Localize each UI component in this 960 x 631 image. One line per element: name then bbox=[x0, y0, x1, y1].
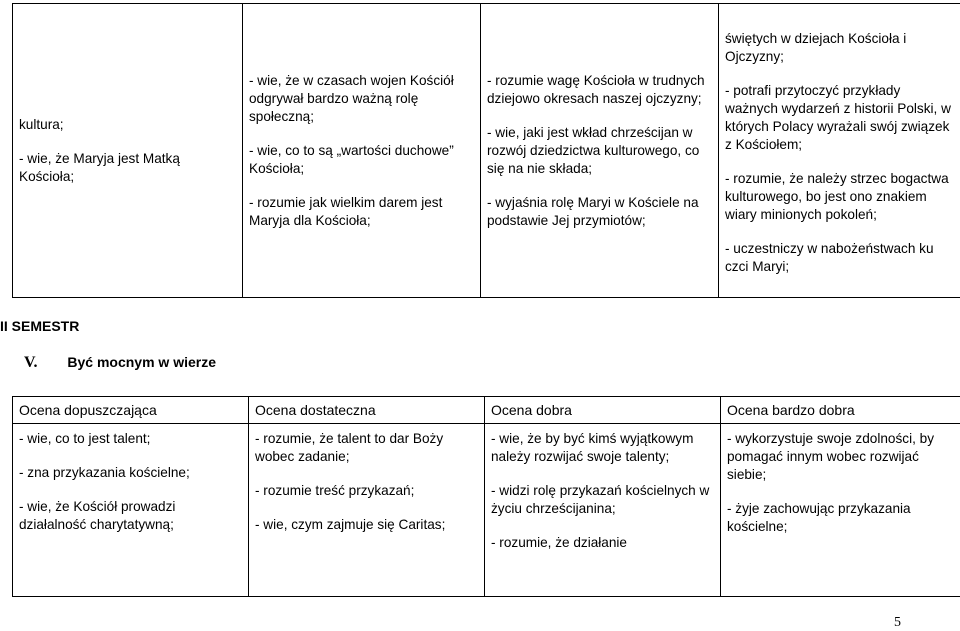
cell-paragraph: - rozumie, że działanie bbox=[491, 535, 627, 550]
cell-ocena-dostateczna bbox=[249, 424, 485, 597]
cell-paragraph: - wie, jaki jest wkład chrześcijan w rozwój dziedzictwa kulturowego, co się na nie składa; bbox=[487, 124, 700, 176]
cell-paragraph: - wyjaśnia rolę Maryi w Kościele na podstawie Jej przymiotów; bbox=[487, 194, 699, 228]
cell-paragraph: - rozumie, że należy strzec bogactwa kulturowego, bo jest ono znakiem wiary minionych pokoleń; bbox=[725, 171, 949, 222]
cell-paragraph: - wykorzystuje swoje zdolności, by pomagać innym wobec rozwijać siebie; bbox=[727, 431, 934, 482]
section-heading bbox=[24, 354, 216, 372]
cell-ocena-dopuszczajaca bbox=[13, 4, 243, 298]
requirements-table bbox=[12, 396, 960, 597]
cell-ocena-dobra bbox=[481, 4, 719, 298]
cell-ocena-dopuszczajaca bbox=[13, 424, 249, 597]
column-header: Ocena dopuszczająca bbox=[13, 397, 249, 424]
cell-paragraph: - wie, co to są „wartości duchowe” Kościoła; bbox=[249, 142, 454, 176]
table-row bbox=[13, 424, 960, 597]
column-header: Ocena dostateczna bbox=[249, 397, 485, 424]
cell-paragraph: kultura; bbox=[19, 116, 64, 132]
semester-heading: II SEMESTR bbox=[0, 318, 80, 334]
cell-paragraph: - zna przykazania kościelne; bbox=[19, 465, 190, 480]
cell-paragraph: - wie, czym zajmuje się Caritas; bbox=[255, 517, 446, 532]
cell-paragraph: - widzi rolę przykazań kościelnych w życiu chrześcijanina; bbox=[491, 483, 710, 516]
cell-paragraph: - wie, że Kościół prowadzi działalność charytatywną; bbox=[19, 499, 176, 532]
column-header: Ocena bardzo dobra bbox=[721, 397, 960, 424]
cell-paragraph: - rozumie treść przykazań; bbox=[255, 483, 415, 498]
cell-ocena-dobra bbox=[485, 424, 721, 597]
cell-paragraph: - rozumie wagę Kościoła w trudnych dziejowo okresach naszej ojczyzny; bbox=[487, 72, 705, 106]
cell-paragraph: - wie, co to jest talent; bbox=[19, 431, 151, 446]
cell-paragraph: - wie, że w czasach wojen Kościół odgrywał bardzo ważną rolę społeczną; bbox=[249, 72, 454, 124]
section-title: Być mocnym w wierze bbox=[67, 354, 217, 370]
cell-paragraph: - wie, że Maryja jest Matką Kościoła; bbox=[19, 150, 180, 184]
cell-paragraph: - wie, że by być kimś wyjątkowym należy rozwijać swoje talenty; bbox=[491, 431, 694, 464]
cell-paragraph: - żyje zachowując przykazania kościelne; bbox=[727, 501, 911, 534]
cell-paragraph: świętych w dziejach Kościoła i Ojczyzny; bbox=[725, 31, 907, 64]
section-number: V. bbox=[24, 354, 38, 371]
cell-paragraph: - potrafi przytoczyć przykłady ważnych wydarzeń z historii Polski, w których Polacy wyrażali swój związek z Kościołem; bbox=[725, 83, 951, 152]
page-number: 5 bbox=[894, 615, 901, 630]
requirements-table-continued bbox=[12, 3, 960, 298]
cell-ocena-bardzo-dobra bbox=[719, 4, 960, 298]
cell-paragraph: - uczestniczy w nabożeństwach ku czci Maryi; bbox=[725, 241, 934, 274]
column-header: Ocena dobra bbox=[485, 397, 721, 424]
cell-paragraph: - rozumie jak wielkim darem jest Maryja dla Kościoła; bbox=[249, 194, 443, 228]
cell-paragraph: - rozumie, że talent to dar Boży wobec zadanie; bbox=[255, 431, 444, 464]
cell-ocena-bardzo-dobra bbox=[721, 424, 960, 597]
table-row bbox=[13, 4, 960, 298]
table-header-row bbox=[13, 397, 960, 424]
cell-ocena-dostateczna bbox=[243, 4, 481, 298]
